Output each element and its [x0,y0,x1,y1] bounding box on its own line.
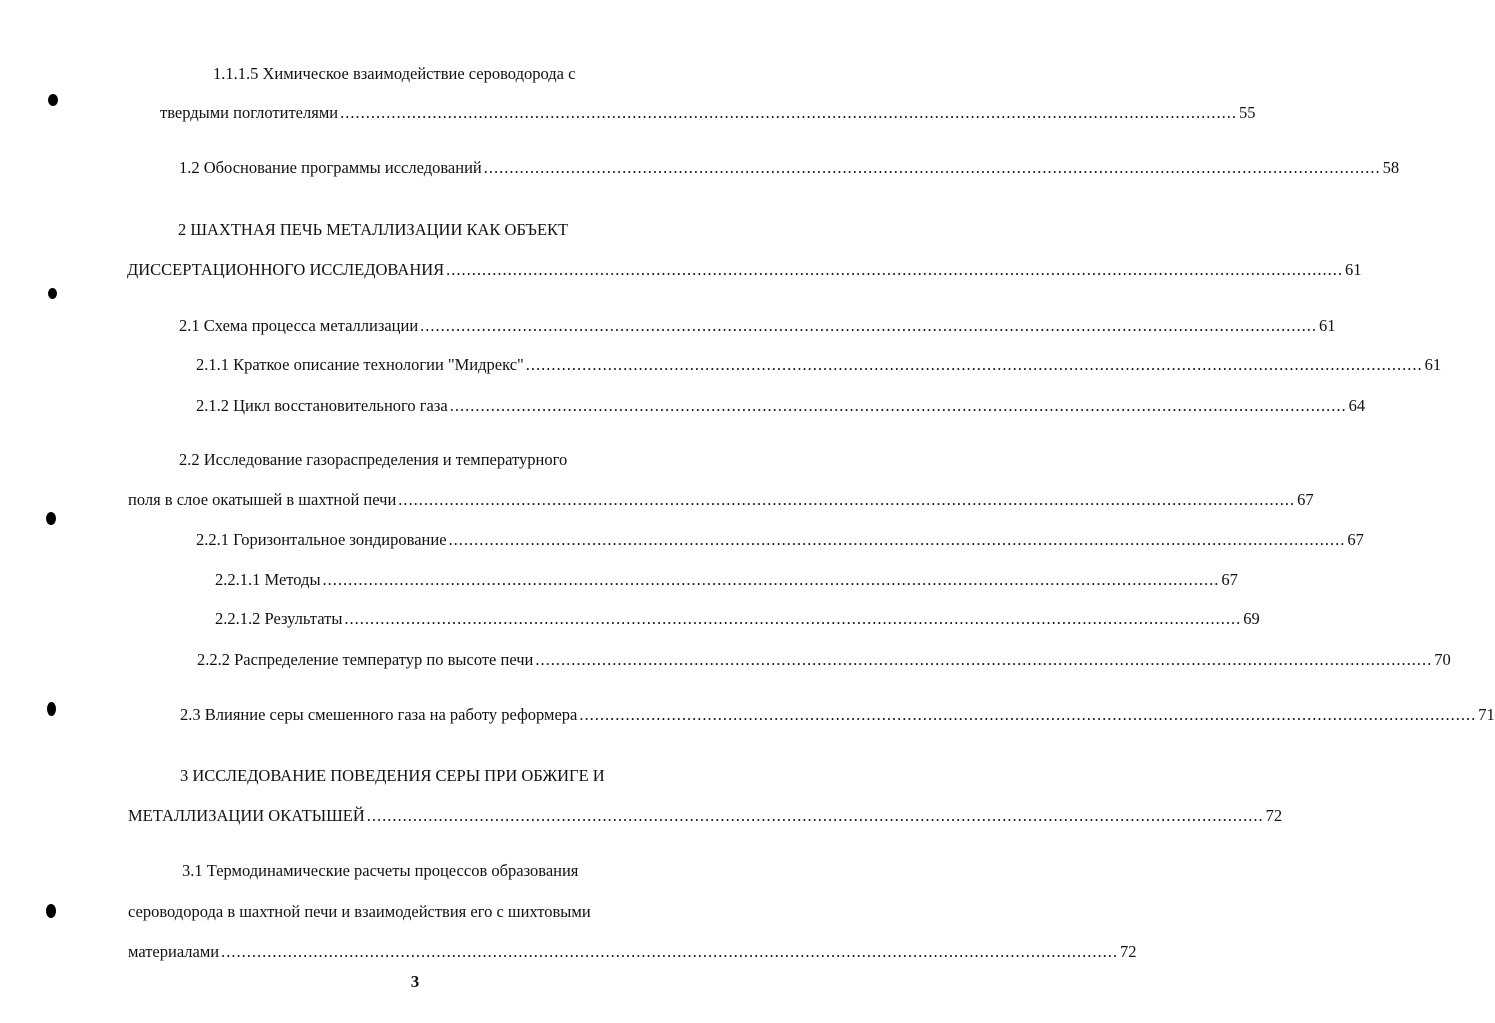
binding-hole-mark [46,904,56,918]
toc-entry-14-line2: сероводорода в шахтной печи и взаимодействия его с шихтовыми [128,902,591,921]
toc-entry-13-line1: 3 ИССЛЕДОВАНИЕ ПОВЕДЕНИЯ СЕРЫ ПРИ ОБЖИГЕ И [180,766,605,785]
toc-page-number: 55 [1238,103,1256,122]
binding-hole-mark [47,702,56,716]
toc-entry-title: 2.2.2 Распределение температур по высоте печи [197,650,534,669]
toc-entry-9[interactable] [215,570,1238,590]
binding-hole-mark [46,512,56,525]
toc-entry-title: поля в слое окатышей в шахтной печи [128,490,397,509]
toc-entry-10[interactable] [215,609,1260,629]
toc-page-number: 61 [1424,355,1442,374]
toc-entry-5[interactable] [196,355,1442,375]
toc-entry-title: 1.2 Обоснование программы исследований [179,158,482,177]
toc-entry-13-line2[interactable] [128,806,1283,826]
toc-entry-title: 2.1 Схема процесса металлизации [179,316,419,335]
toc-entry-title: 2.2.1.2 Результаты [215,609,343,628]
toc-entry-title: 2.1.1 Краткое описание технологии "Мидрекс" [196,355,524,374]
toc-page-number: 58 [1382,158,1400,177]
toc-page-number: 67 [1347,530,1364,549]
dot-leader: ............................................................................................................................................................................... [446,260,1344,279]
dot-leader: ............................................................................................................................................................................... [322,570,1220,589]
toc-entry-title: 2.1.2 Цикл восстановительного газа [196,396,448,415]
dot-leader: ............................................................................................................................................................................... [449,396,1347,415]
page-number: 3 [410,972,420,991]
toc-page-number: 70 [1434,650,1451,669]
toc-entry-7-line2[interactable] [128,490,1314,510]
toc-entry-6[interactable] [196,396,1366,416]
toc-entry-title: твердыми поглотителями [160,103,339,122]
toc-entry-1-line1: 1.1.1.5 Химическое взаимодействие сероводорода с [213,64,576,83]
toc-entry-2[interactable] [179,158,1400,178]
toc-page-number: 67 [1221,570,1238,589]
toc-entry-14-line1: 3.1 Термодинамические расчеты процессов образования [182,861,579,880]
toc-entry-3-line1: 2 ШАХТНАЯ ПЕЧЬ МЕТАЛЛИЗАЦИИ КАК ОБЪЕКТ [178,220,569,239]
dot-leader: ............................................................................................................................................................................... [398,490,1296,509]
toc-entry-title: 2.2.1 Горизонтальное зондирование [196,530,447,549]
toc-entry-3-line2[interactable] [127,260,1362,280]
toc-entry-7-line1: 2.2 Исследование газораспределения и температурного [179,450,568,469]
toc-entry-title: ДИССЕРТАЦИОННОГО ИССЛЕДОВАНИЯ [127,260,445,279]
toc-entry-4[interactable] [179,316,1336,336]
dot-leader: ............................................................................................................................................................................... [221,942,1119,961]
dot-leader: ............................................................................................................................................................................... [525,355,1423,374]
toc-page-number: 67 [1297,490,1314,509]
dot-leader: ............................................................................................................................................................................... [448,530,1346,549]
dot-leader: ............................................................................................................................................................................... [366,806,1264,825]
toc-page-number: 72 [1265,806,1283,825]
toc-entry-title: МЕТАЛЛИЗАЦИИ ОКАТЫШЕЙ [128,806,365,825]
dot-leader: ............................................................................................................................................................................... [344,609,1242,628]
toc-page-number: 71 [1478,705,1495,724]
dot-leader: ............................................................................................................................................................................... [579,705,1477,724]
dot-leader: ............................................................................................................................................................................... [340,103,1237,122]
toc-entry-8[interactable] [196,530,1364,550]
dot-leader: ............................................................................................................................................................................... [535,650,1433,669]
toc-page-number: 61 [1319,316,1336,335]
toc-page-number: 64 [1348,396,1366,415]
toc-entry-1-line2[interactable] [160,103,1256,123]
toc-page-number: 69 [1243,609,1260,628]
toc-entry-title: материалами [128,942,220,961]
dot-leader: ............................................................................................................................................................................... [483,158,1381,177]
binding-hole-mark [48,94,58,106]
toc-entry-14-line3[interactable] [128,942,1137,962]
binding-hole-mark [48,288,57,299]
dot-leader: ............................................................................................................................................................................... [420,316,1318,335]
toc-entry-title: 2.2.1.1 Методы [215,570,321,589]
toc-page-number: 61 [1345,260,1362,279]
toc-page-number: 72 [1120,942,1137,961]
toc-entry-11[interactable] [197,650,1451,670]
toc-entry-title: 2.3 Влияние серы смешенного газа на работу реформера [180,705,578,724]
toc-entry-12[interactable] [180,705,1495,725]
